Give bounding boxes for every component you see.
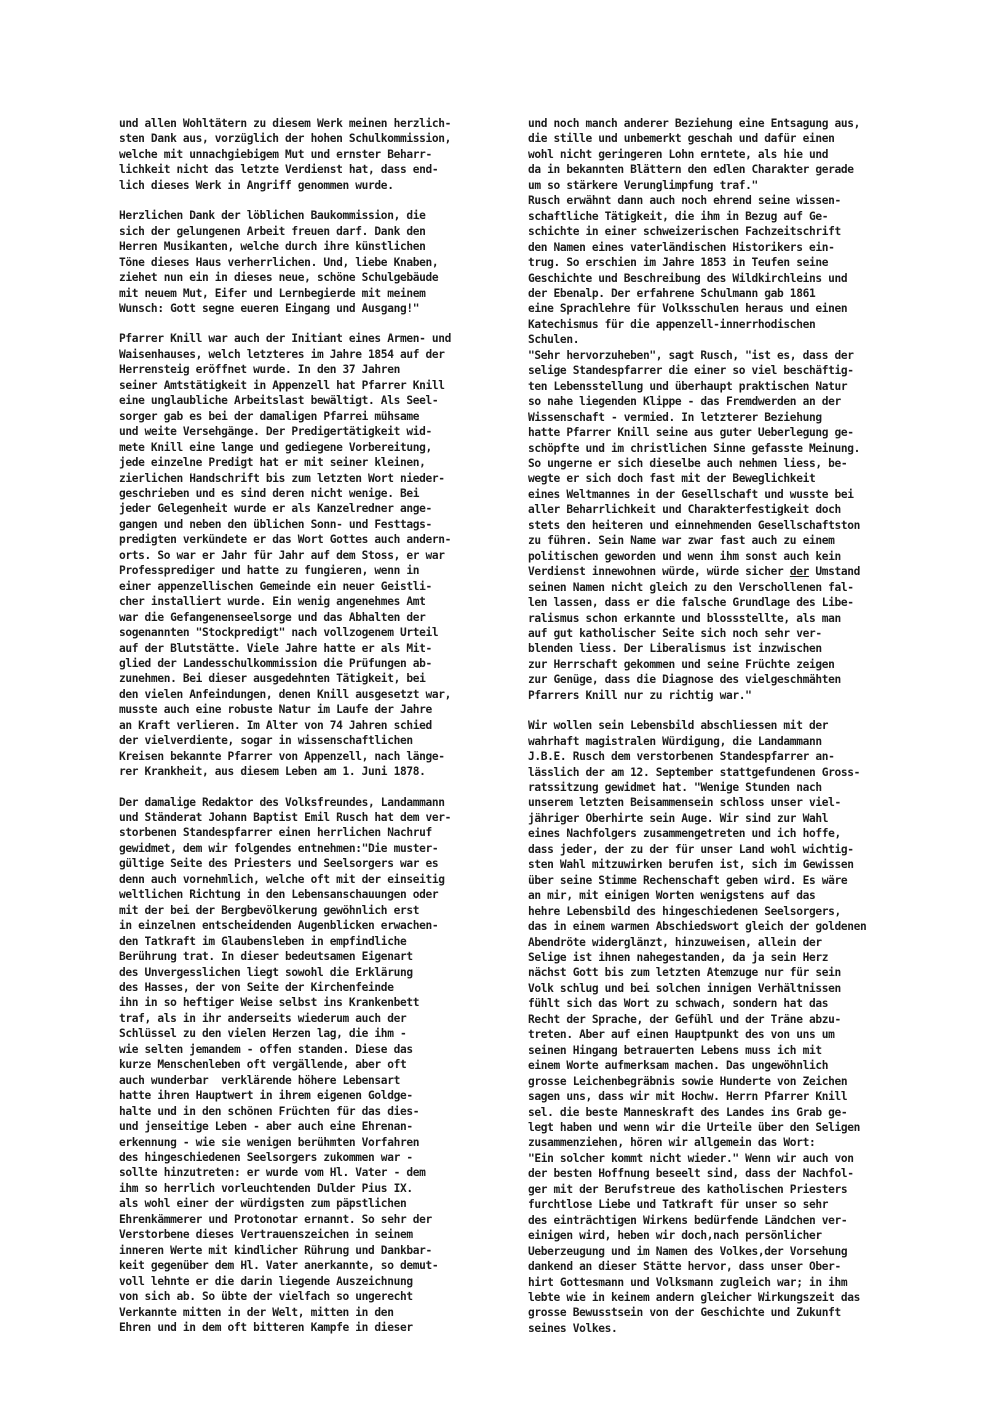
text-line: zu führen. Sein Name war zwar fast auch zu einem	[528, 534, 835, 548]
text-line: und noch manch anderer Beziehung eine Entsagung aus,	[528, 117, 861, 130]
text-line: politischen geworden und wenn ihm sonst auch kein	[528, 549, 841, 563]
text-line: Kreisen bekannte Pfarrer von Appenzell, nach länge-	[119, 749, 445, 763]
text-line: und jenseitige Leben - aber auch eine Ehrenan-	[119, 1120, 413, 1134]
text-line: Pfarrer Knill war auch der Initiant eines Armen- und	[119, 332, 452, 346]
text-line: und weite Versehgänge. Der Predigertätigkeit wid-	[119, 425, 432, 439]
text-line: ger mit der Berufstreue des katholischen Priesters	[528, 1182, 848, 1196]
text-line: sorger gab es bei der damaligen Pfarrei mühsame	[119, 409, 420, 423]
text-line: einer appenzellischen Gemeinde ein neuer Geistli-	[119, 579, 432, 593]
text-line: treten. Aber auf einen Hauptpunkt des von uns um	[528, 1028, 835, 1042]
text-line: eines Weltmannes in der Gesellschaft und wusste bei	[528, 487, 854, 501]
text-line: mete Knill eine lange und gediegene Vorbereitung,	[119, 440, 432, 454]
text-line: wie selten jemandem - offen standen. Diese das	[119, 1042, 413, 1056]
text-line: dass jeder, der zu der für unser Land wohl wichtig-	[528, 842, 854, 856]
text-line: schaftliche Tätigkeit, die ihm in Bezug auf Ge-	[528, 209, 829, 223]
text-line: traf, als in ihr anderseits wiederum auch der	[119, 1011, 407, 1025]
text-line: selige Standespfarrer die einer so viel beschäftig-	[528, 364, 854, 378]
text-line: auch wunderbar verklärende höhere Lebensart	[119, 1073, 400, 1087]
text-line: So ungerne er sich dieselbe auch nehmen liess, be-	[528, 456, 848, 470]
underlined-word: der	[789, 565, 809, 579]
text-line: Waisenhauses, welch letzteres im Jahre 1854 auf der	[119, 347, 445, 361]
text-line: stets den heiteren und einnehmenden Gesellschaftston	[528, 518, 861, 532]
text-line: Berührung trat. In dieser bedeutsamen Eigenart	[119, 950, 413, 964]
text-line: einigen wird, heben wir doch,nach persönlicher	[528, 1229, 822, 1243]
text-line: keit gegenüber dem Hl. Vater anerkannte, so demut-	[119, 1259, 439, 1273]
text-line: Recht der Sprache, der Gefühl und der Träne abzu-	[528, 1012, 841, 1026]
text-line: gangen und neben den üblichen Sonn- und Festtags-	[119, 517, 432, 531]
text-line: eine Sprachlehre für Volksschulen heraus und einen	[528, 302, 848, 316]
text-line: hatte Pfarrer Knill seine aus guter Ueberlegung ge-	[528, 426, 854, 440]
text-line: wegte er sich doch fast mit der Beweglichkeit	[528, 472, 816, 486]
text-line: geschrieben und es sind deren nicht wenige. Bei	[119, 486, 420, 500]
text-line: lebte wie in keinem andern gleicher Wirkungszeit das	[528, 1290, 861, 1304]
text-line: so nahe liegenden Klippe - das Fremdwerden an der	[528, 395, 841, 409]
text-line: Abendröte widerglänzt, hinzuweisen, allein der	[528, 935, 822, 949]
text-line: zur Herrschaft gekommen und seine Früchte zeigen	[528, 657, 835, 671]
text-line: Ueberzeugung und im Namen des Volkes,der Vorsehung	[528, 1244, 848, 1258]
text-line: wahrhaft magistralen Würdigung, die Landammann	[528, 734, 822, 748]
text-line: Professprediger und hatte zu fungieren, wenn in	[119, 564, 420, 578]
text-line: hirt Gottesmann und Volksmann zugleich war; in ihm	[528, 1275, 848, 1289]
text-line: denn auch vornehmlich, welche oft mit der einseitig	[119, 872, 445, 886]
text-line: ten Lebensstellung und überhaupt praktischen Natur	[528, 379, 848, 393]
text-line: nächst Gott bis zum letzten Atemzuge nur für sein	[528, 966, 841, 980]
paragraph	[119, 795, 525, 1336]
text-line: des Unvergesslichen liegt sowohl die Erklärung	[119, 965, 413, 979]
text-line: Ehren und in dem oft bitteren Kampfe in dieser	[119, 1320, 413, 1334]
text-line: seinen Namen nicht gleich zu den Verschollenen fal-	[528, 580, 854, 594]
text-line: hehre Lebensbild des hingeschiedenen Seelsorgers,	[528, 904, 841, 918]
text-line: der Ebenalp. Der erfahrene Schulmann gab 1861	[528, 286, 816, 300]
text-line: Der damalige Redaktor des Volksfreundes, Landammann	[119, 795, 445, 809]
text-line: Rusch erwähnt dann auch noch ehrend seine wissen-	[528, 194, 841, 208]
text-line: und Ständerat Johann Baptist Emil Rusch hat dem ver-	[119, 811, 452, 825]
text-line: zusammenziehen, hören wir allgemein das Wort:	[528, 1136, 816, 1150]
text-line: mit der bei der Bergbevölkerung gewöhnlich erst	[119, 903, 420, 917]
text-line: sagen uns, dass wir mit Hochw. Herrn Pfarrer Knill	[528, 1090, 848, 1104]
text-line: orts. So war er Jahr für Jahr auf dem Stoss, er war	[119, 548, 445, 562]
text-line: legt haben und wenn wir die Urteile über den Seligen	[528, 1121, 861, 1134]
text-line: über seine Stimme Rechenschaft geben wird. Es wäre	[528, 873, 848, 887]
paragraph	[119, 331, 525, 779]
text-line: des Hasses, der von Seite der Kirchenfeinde	[119, 981, 394, 995]
text-line: jeder Gelegenheit wurde er als Kanzelredner ange-	[119, 502, 432, 516]
text-line: Pfarrers Knill nur zu richtig war."	[528, 688, 752, 702]
text-line: der besten Hoffnung beseelt sind, dass der Nachfol-	[528, 1167, 854, 1181]
text-line: seinen Hingang betrauerten Lebens muss ich mit	[528, 1043, 822, 1057]
text-line: seines Volkes.	[528, 1321, 618, 1335]
text-line: grosse Bewusstsein von der Geschichte und Zukunft	[528, 1306, 841, 1320]
text-line: rer Krankheit, aus diesem Leben am 1. Juni 1878.	[119, 765, 426, 779]
text-line: um so stärkere Verunglimpfung traf."	[528, 178, 758, 192]
text-line: da in bekannten Blättern den edlen Charakter gerade	[528, 163, 854, 177]
text-line: cher installiert wurde. Ein wenig angenehmes Amt	[119, 595, 426, 609]
text-line: "Ein solcher kommt nicht wieder." Wenn wir auch von	[528, 1151, 854, 1165]
text-line: grosse Leichenbegräbnis sowie Hunderte von Zeichen	[528, 1074, 848, 1088]
text-line: den Namen eines vaterländischen Historikers ein-	[528, 240, 835, 254]
text-line: blenden liess. Der Liberalismus ist inzwischen	[528, 642, 822, 656]
text-line: J.B.E. Rusch dem verstorbenen Standespfarrer an-	[528, 750, 835, 764]
text-line: und allen Wohltätern zu diesem Werk meinen herzlich-	[119, 117, 452, 130]
text-line: lichkeit nicht das letzte Verdienst hat, dass end-	[119, 163, 439, 177]
text-line: war die Gefangenenseelsorge und das Abhalten der	[119, 610, 426, 624]
text-line: eine unglaubliche Arbeitslast bewältigt. Als Seel-	[119, 394, 439, 408]
paragraph	[528, 116, 938, 703]
text-line: ralismus schon erkannte und blossstellte, als man	[528, 611, 841, 625]
text-line: zierlichen Handschrift bis zum letzten Wort nieder-	[119, 471, 445, 485]
text-line: predigten verkündete er das Wort Gottes auch andern-	[119, 533, 452, 547]
text-line: einem Worte aufmerksam machen. Das ungewöhnlich	[528, 1059, 829, 1073]
text-line: sten Wahl mitzuwirken berufen ist, sich im Gewissen	[528, 858, 854, 872]
text-line: ziehet nun ein in dieses neue, schöne Schulgebäude	[119, 271, 439, 285]
text-line: dankend an dieser Stätte hervor, dass unser Ober-	[528, 1260, 841, 1274]
text-line: sel. die beste Manneskraft des Landes ins Grab ge-	[528, 1105, 848, 1119]
paragraph	[528, 718, 938, 1336]
text-line: gewidmet, dem wir folgendes entnehmen:"Die muster-	[119, 841, 439, 855]
text-line: "Sehr hervorzuheben", sagt Rusch, "ist es, dass der	[528, 348, 854, 362]
text-line: jähriger Oberhirte sein Auge. Wir sind zur Wahl	[528, 811, 829, 825]
text-line: Wunsch: Gott segne eueren Eingang und Ausgang!"	[119, 301, 420, 315]
text-line: sich der gelungenen Arbeit freuen darf. Dank den	[119, 224, 426, 238]
right-column	[528, 116, 938, 1351]
text-line: Katechismus für die appenzell-innerrhodischen	[528, 317, 816, 331]
text-line: als wohl einer der würdigsten zum päpstlichen	[119, 1197, 407, 1211]
text-line: Herzlichen Dank der löblichen Baukommission, die	[119, 209, 426, 223]
text-line: schichte in einer schweizerischen Fachzeitschrift	[528, 225, 841, 239]
text-line: wohl nicht geringeren Lohn erntete, als hie und	[528, 147, 829, 161]
text-line: inneren Werte mit kindlicher Rührung und Dankbar-	[119, 1243, 432, 1257]
text-line: mit neuem Mut, Eifer und Lernbegierde mit meinem	[119, 286, 426, 300]
text-line: des einträchtigen Wirkens bedürfende Ländchen ver-	[528, 1213, 848, 1227]
text-line: sten Dank aus, vorzüglich der hohen Schulkommission,	[119, 132, 452, 146]
text-line: in einzelnen entscheidenden Augenblicken erwachen-	[119, 919, 439, 933]
text-line: welche mit unnachgiebigem Mut und ernster Beharr-	[119, 147, 432, 161]
text-line: die stille und unbemerkt geschah und dafür einen	[528, 132, 835, 146]
text-line: der vielverdiente, sogar in wissenschaftlichen	[119, 734, 413, 748]
text-line: furchtlose Liebe und Tatkraft für unser so sehr	[528, 1198, 829, 1212]
text-line: weltlichen Richtung in den Lebensanschauungen oder	[119, 888, 439, 902]
text-line: seiner Amtstätigkeit in Appenzell hat Pfarrer Knill	[119, 378, 445, 392]
text-line: Herren Musikanten, welche durch ihre künstlichen	[119, 240, 426, 254]
text-line: sollte hinzutreten: er wurde vom Hl. Vater - dem	[119, 1166, 426, 1180]
text-line: Verdienst innewohnen würde, würde sicher der Umstand	[528, 565, 861, 579]
text-line: len lassen, dass er die falsche Grundlage des Libe-	[528, 596, 854, 610]
text-line: aller Beharrlichkeit und Charakterfestigkeit doch	[528, 503, 841, 517]
text-line: voll lehnte er die darin liegende Auszeichnung	[119, 1274, 413, 1288]
left-column	[119, 116, 525, 1350]
text-line: jede einzelne Predigt hat er mit seiner kleinen,	[119, 456, 426, 470]
text-line: halte und in den schönen Früchten für das dies-	[119, 1104, 420, 1118]
text-line: lässlich der am 12. September stattgefundenen Gross-	[528, 765, 861, 779]
text-line: Ehrenkämmerer und Protonotar ernannt. So sehr der	[119, 1212, 432, 1226]
text-line: Wissenschaft - vermied. In letzterer Beziehung	[528, 410, 822, 424]
paragraph	[119, 116, 525, 193]
text-line: von sich ab. So übte der vielfach so ungerecht	[119, 1290, 413, 1304]
text-line: zunehmen. Bei dieser ausgedehnten Tätigkeit, bei	[119, 672, 426, 686]
text-line: auf der Blutstätte. Viele Jahre hatte er als Mit-	[119, 641, 432, 655]
text-line: Schulen.	[528, 333, 580, 347]
text-line: zur Genüge, dass die Diagnose des vielgeschmähten	[528, 673, 841, 687]
text-line: trug. So erschien im Jahre 1853 in Teufen seine	[528, 256, 829, 270]
text-line: Selige ist ihnen nahegestanden, da ja sein Herz	[528, 951, 829, 965]
text-line: ratssitzung gewidmet hat. "Wenige Stunden nach	[528, 781, 822, 795]
text-line: das in einem warmen Abschiedswort gleich der goldenen	[528, 920, 867, 934]
text-line: an Kraft verlieren. Im Alter von 74 Jahren schied	[119, 718, 432, 732]
text-line: lich dieses Werk in Angriff genommen wurde.	[119, 178, 394, 192]
text-line: eines Nachfolgers zusammengetreten und ich hoffe,	[528, 827, 841, 841]
text-line: sogenannten "Stockpredigt" nach vollzogenem Urteil	[119, 626, 439, 640]
text-line: Wir wollen sein Lebensbild abschliessen mit der	[528, 719, 829, 733]
text-line: Verstorbene dieses Vertrauenszeichen in seinem	[119, 1228, 413, 1242]
text-line: ihm so herrlich vorleuchtenden Dulder Pius IX.	[119, 1181, 413, 1195]
text-line: an mir, mit einigen Worten wenigstens auf das	[528, 889, 816, 903]
text-line: auf gut katholischer Seite sich noch sehr ver-	[528, 626, 822, 640]
text-line: musste auch eine robuste Natur im Laufe der Jahre	[119, 703, 432, 717]
text-line: den Tatkraft im Glaubensleben in empfindliche	[119, 934, 407, 948]
text-line: schöpfte und im christlichen Sinne gefasste Meinung.	[528, 441, 861, 455]
text-line: unserem letzten Beisammensein schloss unser viel-	[528, 796, 841, 810]
text-line: kurze Menschenleben oft vergällende, aber oft	[119, 1058, 407, 1072]
text-line: hatte ihren Hauptwert in ihrem eigenen Goldge-	[119, 1089, 413, 1103]
paragraph	[119, 208, 525, 316]
text-line: Verkannte mitten in der Welt, mitten in den	[119, 1305, 394, 1319]
text-line: des hingeschiedenen Seelsorgers zukommen war -	[119, 1151, 413, 1164]
text-line: gültige Seite des Priesters und Seelsorgers war es	[119, 857, 439, 871]
text-line: Schlüssel zu den vielen Herzen lag, die ihm -	[119, 1027, 407, 1041]
text-line: fühlt sich das Wort zu schwach, sondern hat das	[528, 997, 829, 1011]
text-line: Geschichte und Beschreibung des Wildkirchleins und	[528, 271, 848, 285]
text-line: storbenen Standespfarrer einen herrlichen Nachruf	[119, 826, 432, 840]
text-line: Herrensteig eröffnet wurde. In den 37 Jahren	[119, 363, 400, 377]
text-line: den vielen Anfeindungen, denen Knill ausgesetzt war,	[119, 687, 452, 701]
text-line: erkennung - wie sie wenigen berühmten Vorfahren	[119, 1135, 420, 1149]
text-line: glied der Landesschulkommission die Prüfungen ab-	[119, 656, 432, 670]
text-line: Töne dieses Haus verherrlichen. Und, liebe Knaben,	[119, 255, 439, 269]
text-line: Volk schlug und bei solchen innigen Verhältnissen	[528, 981, 841, 995]
text-line: ihn in so heftiger Weise selbst ins Krankenbett	[119, 996, 420, 1010]
